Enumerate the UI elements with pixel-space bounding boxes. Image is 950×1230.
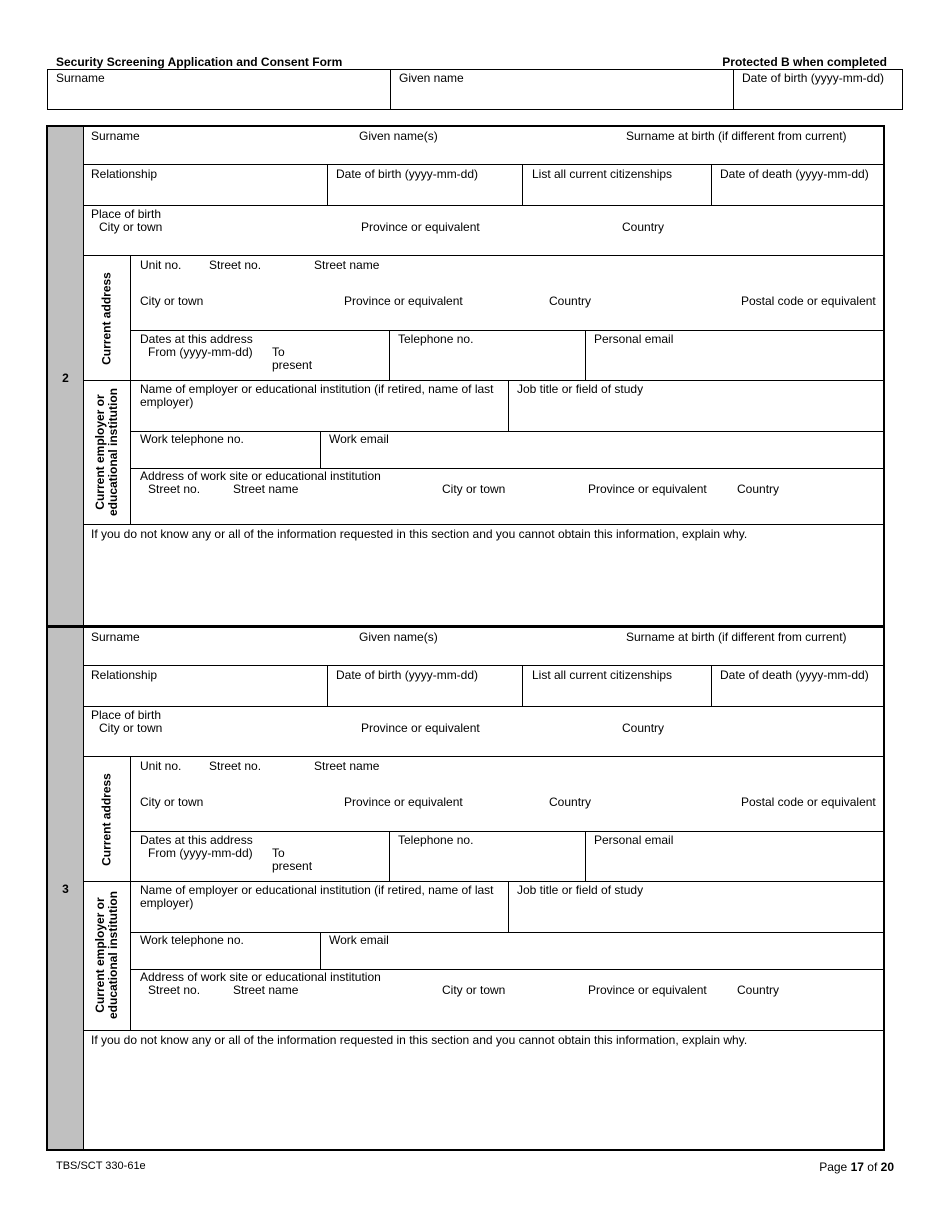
pob-country-label: Country xyxy=(622,721,665,735)
telephone-label: Telephone no. xyxy=(398,833,474,847)
work-email-label: Work email xyxy=(329,933,389,947)
work-address-row[interactable] xyxy=(131,468,883,525)
work-province-label: Province or equivalent xyxy=(588,983,707,997)
employer-name-label-cont: employer) xyxy=(140,896,194,910)
page-indicator xyxy=(819,1160,894,1174)
place-of-birth-row[interactable] xyxy=(83,206,883,256)
addr-country-label: Country xyxy=(549,294,592,308)
surname-at-birth-label: Surname at birth (if different from current) xyxy=(626,630,847,644)
relationship-label: Relationship xyxy=(91,167,158,181)
to-label: To xyxy=(272,846,285,860)
work-address-row[interactable] xyxy=(131,969,883,1031)
street-no-label: Street no. xyxy=(209,258,262,272)
present-label: present xyxy=(272,859,313,873)
street-no-label: Street no. xyxy=(209,759,262,773)
dob-label: Date of birth (yyyy-mm-dd) xyxy=(336,668,479,682)
current-address-heading: Current address xyxy=(99,272,114,365)
relationship-row xyxy=(83,666,883,707)
dod-label: Date of death (yyyy-mm-dd) xyxy=(720,668,869,682)
work-city-label: City or town xyxy=(442,482,506,496)
protected-label: Protected B when completed xyxy=(722,55,887,69)
form-code: TBS/SCT 330-61e xyxy=(56,1160,146,1172)
form-title: Security Screening Application and Consent Form xyxy=(56,55,343,69)
page-prefix: Page xyxy=(819,1160,848,1174)
employer-heading-line2: educational institution xyxy=(106,388,120,516)
dates-at-address-label: Dates at this address xyxy=(140,833,253,847)
header-dob-label: Date of birth (yyyy-mm-dd) xyxy=(742,71,885,85)
postal-code-label: Postal code or equivalent xyxy=(741,294,876,308)
pob-province-label: Province or equivalent xyxy=(361,220,480,234)
employer-block xyxy=(83,882,883,1031)
pob-city-label: City or town xyxy=(99,721,163,735)
work-street-no-label: Street no. xyxy=(148,983,201,997)
relationship-label: Relationship xyxy=(91,668,158,682)
address-line-row[interactable] xyxy=(131,757,883,832)
place-of-birth-label: Place of birth xyxy=(91,207,162,221)
employer-name-row xyxy=(131,882,883,933)
pob-country-label: Country xyxy=(622,220,665,234)
job-title-label: Job title or field of study xyxy=(517,382,644,396)
header-surname-label: Surname xyxy=(56,71,105,85)
section-2 xyxy=(46,125,885,627)
job-title-label: Job title or field of study xyxy=(517,883,644,897)
telephone-label: Telephone no. xyxy=(398,332,474,346)
addr-city-label: City or town xyxy=(140,795,204,809)
street-name-label: Street name xyxy=(314,759,380,773)
employer-name-label: Name of employer or educational institution (if retired, name of last xyxy=(140,883,494,897)
employer-name-row xyxy=(131,381,883,432)
surname-label: Surname xyxy=(91,129,140,143)
given-names-label: Given name(s) xyxy=(359,129,438,143)
place-of-birth-label: Place of birth xyxy=(91,708,162,722)
surname-at-birth-label: Surname at birth (if different from current) xyxy=(626,129,847,143)
work-country-label: Country xyxy=(737,482,780,496)
personal-email-label: Personal email xyxy=(594,833,674,847)
addr-province-label: Province or equivalent xyxy=(344,795,463,809)
pob-province-label: Province or equivalent xyxy=(361,721,480,735)
explanation-label: If you do not know any or all of the information requested in this section and you cannot obtain this information, explain why. xyxy=(91,527,748,541)
work-street-name-label: Street name xyxy=(233,983,299,997)
addr-city-label: City or town xyxy=(140,294,204,308)
place-of-birth-row[interactable] xyxy=(83,707,883,757)
employer-heading-line1: Current employer or xyxy=(93,394,107,510)
unit-no-label: Unit no. xyxy=(140,759,182,773)
work-contact-row xyxy=(131,932,883,970)
page-total: 20 xyxy=(880,1160,894,1174)
header-given-name-label: Given name xyxy=(399,71,464,85)
address-line-row[interactable] xyxy=(131,256,883,331)
work-address-label: Address of work site or educational institution xyxy=(140,469,381,483)
work-street-name-label: Street name xyxy=(233,482,299,496)
work-street-no-label: Street no. xyxy=(148,482,201,496)
header-given-name-field[interactable] xyxy=(391,70,734,109)
citizenships-label: List all current citizenships xyxy=(532,167,673,181)
dod-label: Date of death (yyyy-mm-dd) xyxy=(720,167,869,181)
dates-at-address-label: Dates at this address xyxy=(140,332,253,346)
current-address-block xyxy=(83,757,883,882)
personal-email-label: Personal email xyxy=(594,332,674,346)
address-dates-row xyxy=(131,831,883,882)
employer-name-label: Name of employer or educational institution (if retired, name of last xyxy=(140,382,494,396)
unit-no-label: Unit no. xyxy=(140,258,182,272)
employer-block xyxy=(83,381,883,525)
section-3 xyxy=(46,626,885,1151)
citizenships-label: List all current citizenships xyxy=(532,668,673,682)
pob-city-label: City or town xyxy=(99,220,163,234)
present-label: present xyxy=(272,358,313,372)
dob-label: Date of birth (yyyy-mm-dd) xyxy=(336,167,479,181)
names-row[interactable] xyxy=(83,628,883,666)
work-country-label: Country xyxy=(737,983,780,997)
page-of: of xyxy=(867,1160,878,1174)
employer-heading xyxy=(94,884,120,1026)
work-address-label: Address of work site or educational institution xyxy=(140,970,381,984)
employer-heading xyxy=(94,381,120,523)
explanation-field[interactable] xyxy=(83,1031,883,1151)
work-province-label: Province or equivalent xyxy=(588,482,707,496)
employer-name-label-cont: employer) xyxy=(140,395,194,409)
to-label: To xyxy=(272,345,285,359)
addr-country-label: Country xyxy=(549,795,592,809)
from-label: From (yyyy-mm-dd) xyxy=(148,345,253,359)
work-email-label: Work email xyxy=(329,432,389,446)
given-names-label: Given name(s) xyxy=(359,630,438,644)
address-dates-row xyxy=(131,330,883,381)
applicant-header-table xyxy=(47,69,903,110)
current-address-block xyxy=(83,256,883,381)
addr-province-label: Province or equivalent xyxy=(344,294,463,308)
from-label: From (yyyy-mm-dd) xyxy=(148,846,253,860)
work-contact-row xyxy=(131,431,883,469)
names-row[interactable] xyxy=(83,127,883,165)
section-number: 3 xyxy=(62,882,69,896)
surname-label: Surname xyxy=(91,630,140,644)
relationship-row xyxy=(83,165,883,206)
explanation-label: If you do not know any or all of the information requested in this section and you cannot obtain this information, explain why. xyxy=(91,1033,748,1047)
work-tel-label: Work telephone no. xyxy=(140,432,244,446)
current-address-heading: Current address xyxy=(99,773,114,866)
work-tel-label: Work telephone no. xyxy=(140,933,244,947)
employer-heading-line1: Current employer or xyxy=(93,897,107,1013)
explanation-field[interactable] xyxy=(83,525,883,627)
header-surname-field[interactable] xyxy=(48,70,391,109)
employer-heading-line2: educational institution xyxy=(106,891,120,1019)
header-dob-field[interactable] xyxy=(734,70,902,109)
work-city-label: City or town xyxy=(442,983,506,997)
section-number: 2 xyxy=(62,371,69,385)
page-current: 17 xyxy=(850,1160,864,1174)
street-name-label: Street name xyxy=(314,258,380,272)
postal-code-label: Postal code or equivalent xyxy=(741,795,876,809)
